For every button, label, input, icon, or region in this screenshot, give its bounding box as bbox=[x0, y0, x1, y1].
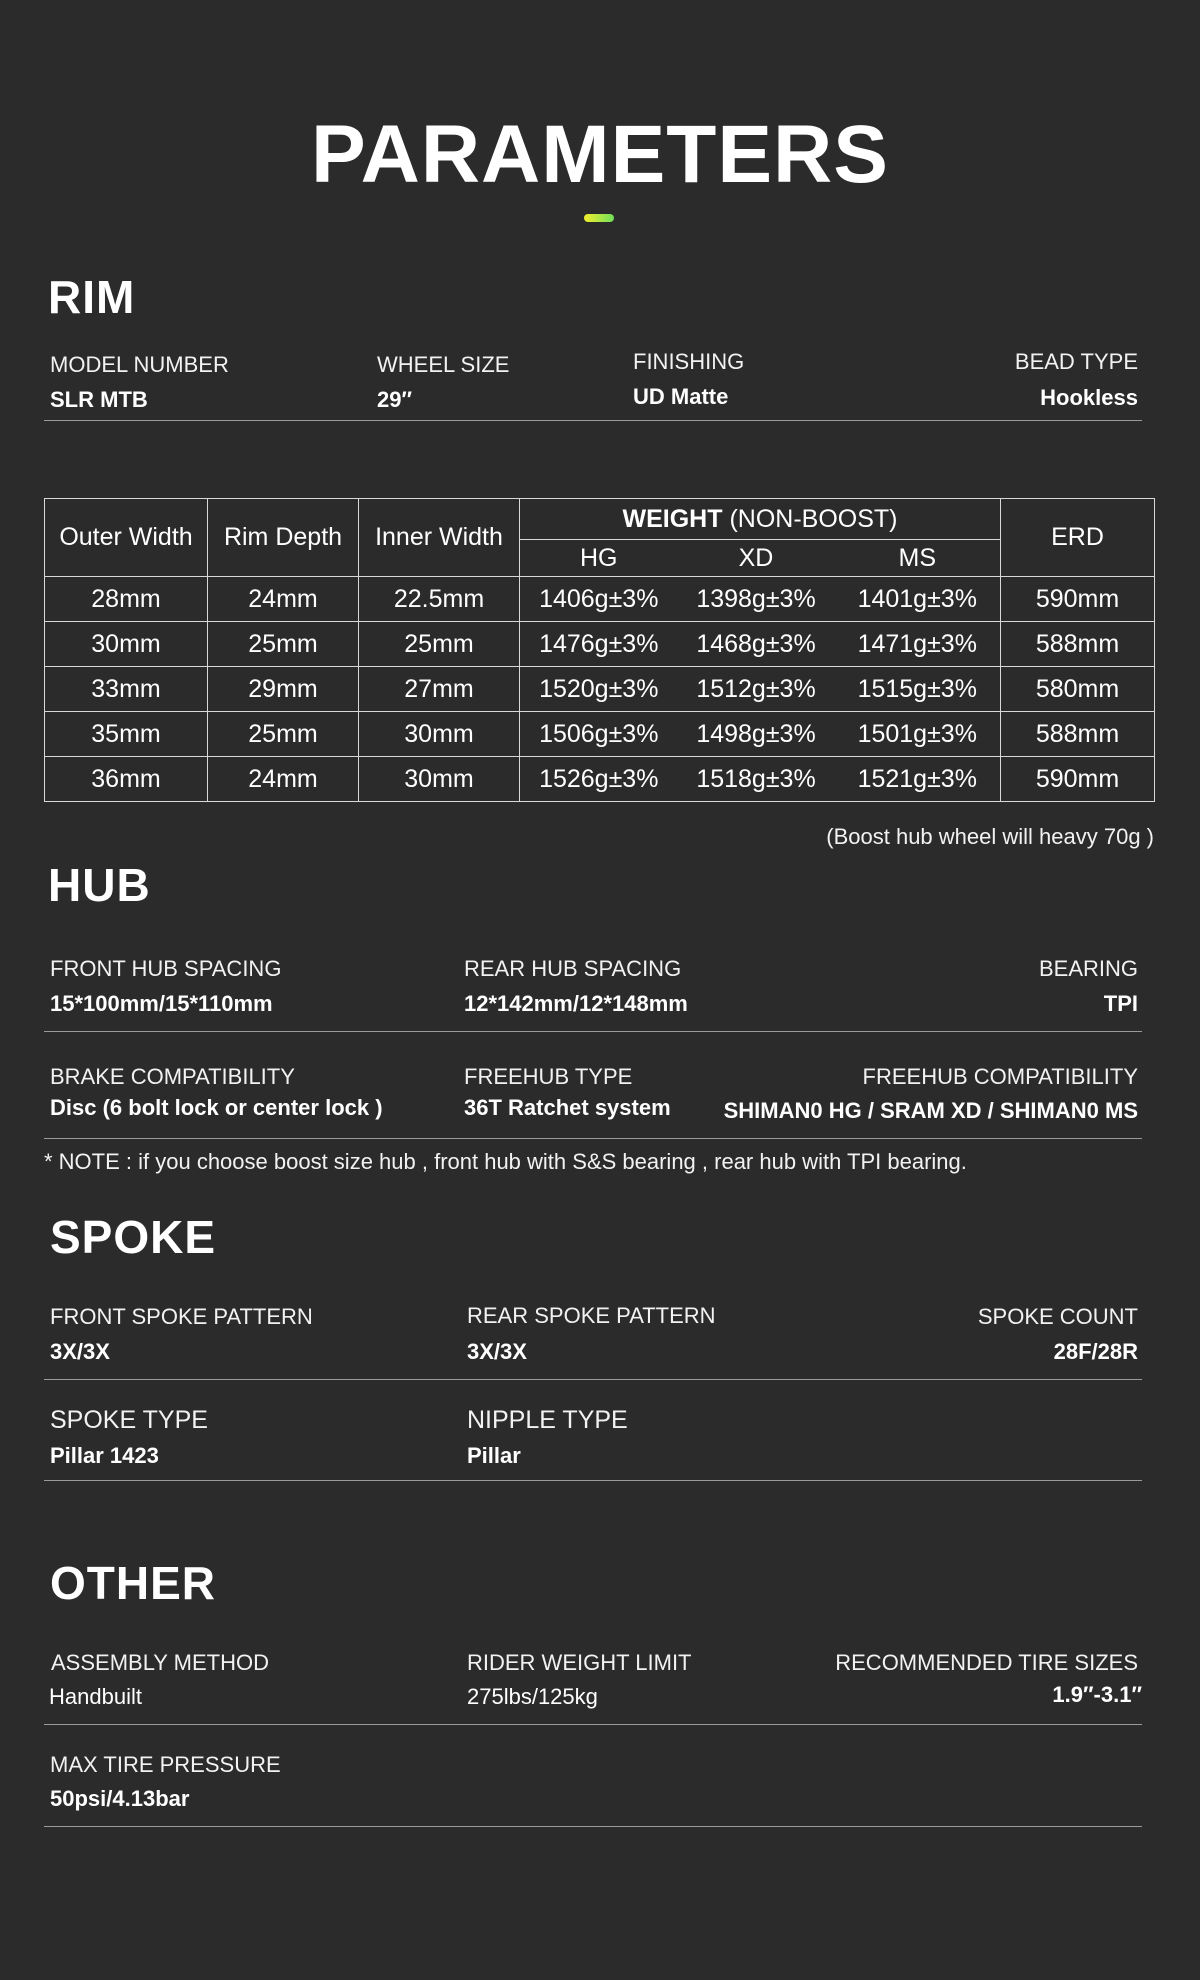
table-cell: 1518g±3% bbox=[678, 757, 835, 802]
weight-header-strong: WEIGHT bbox=[622, 504, 723, 533]
table-cell: 590mm bbox=[1001, 577, 1155, 622]
table-row bbox=[45, 577, 1155, 622]
other-divider-1 bbox=[44, 1724, 1142, 1725]
page-title: PARAMETERS bbox=[311, 109, 889, 200]
freehub-type-label: FREEHUB TYPE bbox=[464, 1064, 633, 1089]
table-cell: 1468g±3% bbox=[678, 622, 835, 667]
spoke-count-value: 28F/28R bbox=[1053, 1339, 1138, 1364]
recommended-tire-sizes-value: 1.9″-3.1″ bbox=[1052, 1682, 1142, 1707]
table-cell: 27mm bbox=[359, 667, 520, 712]
bead-type-value: Hookless bbox=[1040, 385, 1138, 410]
assembly-method-value: Handbuilt bbox=[49, 1684, 142, 1709]
brake-compatibility-label: BRAKE COMPATIBILITY bbox=[50, 1064, 295, 1089]
rear-spoke-pattern-value: 3X/3X bbox=[467, 1339, 527, 1364]
table-cell: 1506g±3% bbox=[520, 712, 678, 757]
rider-weight-limit-label: RIDER WEIGHT LIMIT bbox=[467, 1650, 692, 1675]
hub-divider-2 bbox=[44, 1138, 1142, 1139]
table-cell: 590mm bbox=[1001, 757, 1155, 802]
col-header-hg: HG bbox=[520, 540, 678, 577]
other-divider-2 bbox=[44, 1826, 1142, 1827]
table-cell: 24mm bbox=[208, 757, 359, 802]
table-cell: 1526g±3% bbox=[520, 757, 678, 802]
nipple-type-value: Pillar bbox=[467, 1443, 521, 1468]
table-cell: 30mm bbox=[359, 757, 520, 802]
freehub-compatibility-value: SHIMAN0 HG / SRAM XD / SHIMAN0 MS bbox=[723, 1098, 1138, 1123]
col-header-erd: ERD bbox=[1001, 499, 1155, 577]
table-row bbox=[45, 622, 1155, 667]
table-cell: 588mm bbox=[1001, 622, 1155, 667]
table-cell: 25mm bbox=[359, 622, 520, 667]
table-cell: 30mm bbox=[359, 712, 520, 757]
col-header-xd: XD bbox=[678, 540, 835, 577]
bearing-label: BEARING bbox=[1038, 956, 1138, 981]
boost-note: (Boost hub wheel will heavy 70g ) bbox=[826, 824, 1154, 849]
hub-divider-1 bbox=[44, 1031, 1142, 1032]
spoke-divider-1 bbox=[44, 1379, 1142, 1380]
table-cell: 1520g±3% bbox=[520, 667, 678, 712]
nipple-type-label: NIPPLE TYPE bbox=[467, 1406, 628, 1434]
table-cell: 28mm bbox=[45, 577, 208, 622]
table-cell: 1498g±3% bbox=[678, 712, 835, 757]
hub-note: * NOTE : if you choose boost size hub , front hub with S&S bearing , rear hub with TPI bearing. bbox=[44, 1149, 967, 1174]
other-heading: OTHER bbox=[50, 1557, 216, 1609]
table-cell: 1406g±3% bbox=[520, 577, 678, 622]
recommended-tire-sizes-label: RECOMMENDED TIRE SIZES bbox=[835, 1650, 1138, 1675]
spoke-count-label: SPOKE COUNT bbox=[977, 1304, 1138, 1329]
max-tire-pressure-label: MAX TIRE PRESSURE bbox=[50, 1752, 281, 1777]
table-cell: 35mm bbox=[45, 712, 208, 757]
col-header-weight bbox=[520, 499, 1001, 540]
freehub-compatibility-label: FREEHUB COMPATIBILITY bbox=[862, 1064, 1138, 1089]
table-cell: 30mm bbox=[45, 622, 208, 667]
wheel-size-value: 29″ bbox=[377, 387, 413, 412]
front-spoke-pattern-label: FRONT SPOKE PATTERN bbox=[50, 1304, 313, 1329]
rear-spoke-pattern-label: REAR SPOKE PATTERN bbox=[467, 1303, 716, 1328]
model-number-value: SLR MTB bbox=[50, 387, 148, 412]
table-cell: 1401g±3% bbox=[835, 577, 1001, 622]
rim-heading: RIM bbox=[48, 271, 136, 323]
rider-weight-limit-value: 275lbs/125kg bbox=[467, 1684, 598, 1709]
table-cell: 22.5mm bbox=[359, 577, 520, 622]
table-row bbox=[45, 757, 1155, 802]
table-cell: 1398g±3% bbox=[678, 577, 835, 622]
col-header-rim-depth: Rim Depth bbox=[208, 499, 359, 577]
table-cell: 25mm bbox=[208, 712, 359, 757]
rear-hub-spacing-label: REAR HUB SPACING bbox=[464, 956, 682, 981]
model-number-label: MODEL NUMBER bbox=[50, 352, 229, 377]
table-cell: 1476g±3% bbox=[520, 622, 678, 667]
table-cell: 1512g±3% bbox=[678, 667, 835, 712]
bead-type-label: BEAD TYPE bbox=[1014, 349, 1138, 374]
max-tire-pressure-value: 50psi/4.13bar bbox=[50, 1786, 190, 1811]
table-cell: 1515g±3% bbox=[835, 667, 1001, 712]
spoke-divider-2 bbox=[44, 1480, 1142, 1481]
bearing-value: TPI bbox=[1103, 991, 1138, 1016]
table-row bbox=[45, 667, 1155, 712]
col-header-outer-width: Outer Width bbox=[45, 499, 208, 577]
weight-header-note: (NON-BOOST) bbox=[722, 504, 898, 533]
col-header-ms: MS bbox=[835, 540, 1001, 577]
table-cell: 580mm bbox=[1001, 667, 1155, 712]
table-row bbox=[45, 712, 1155, 757]
table-cell: 24mm bbox=[208, 577, 359, 622]
table-cell: 29mm bbox=[208, 667, 359, 712]
table-cell: 588mm bbox=[1001, 712, 1155, 757]
spoke-type-value: Pillar 1423 bbox=[50, 1443, 159, 1468]
title-accent-bar bbox=[584, 214, 614, 222]
front-spoke-pattern-value: 3X/3X bbox=[50, 1339, 110, 1364]
hub-heading: HUB bbox=[48, 859, 151, 911]
table-cell: 1501g±3% bbox=[835, 712, 1001, 757]
table-cell: 33mm bbox=[45, 667, 208, 712]
table-cell: 1521g±3% bbox=[835, 757, 1001, 802]
finishing-label: FINISHING bbox=[633, 349, 745, 374]
col-header-inner-width: Inner Width bbox=[359, 499, 520, 577]
front-hub-spacing-value: 15*100mm/15*110mm bbox=[50, 991, 273, 1016]
table-cell: 36mm bbox=[45, 757, 208, 802]
brake-compatibility-value: Disc (6 bolt lock or center lock ) bbox=[50, 1095, 383, 1120]
wheel-size-label: WHEEL SIZE bbox=[377, 352, 510, 377]
assembly-method-label: ASSEMBLY METHOD bbox=[51, 1650, 270, 1675]
table-cell: 1471g±3% bbox=[835, 622, 1001, 667]
rear-hub-spacing-value: 12*142mm/12*148mm bbox=[464, 991, 688, 1016]
table-cell: 25mm bbox=[208, 622, 359, 667]
rim-divider bbox=[44, 420, 1142, 421]
spoke-heading: SPOKE bbox=[50, 1211, 217, 1263]
freehub-type-value: 36T Ratchet system bbox=[464, 1095, 671, 1120]
rim-spec-table bbox=[44, 498, 1155, 802]
front-hub-spacing-label: FRONT HUB SPACING bbox=[50, 956, 282, 981]
spoke-type-label: SPOKE TYPE bbox=[50, 1406, 208, 1434]
finishing-value: UD Matte bbox=[633, 384, 729, 409]
